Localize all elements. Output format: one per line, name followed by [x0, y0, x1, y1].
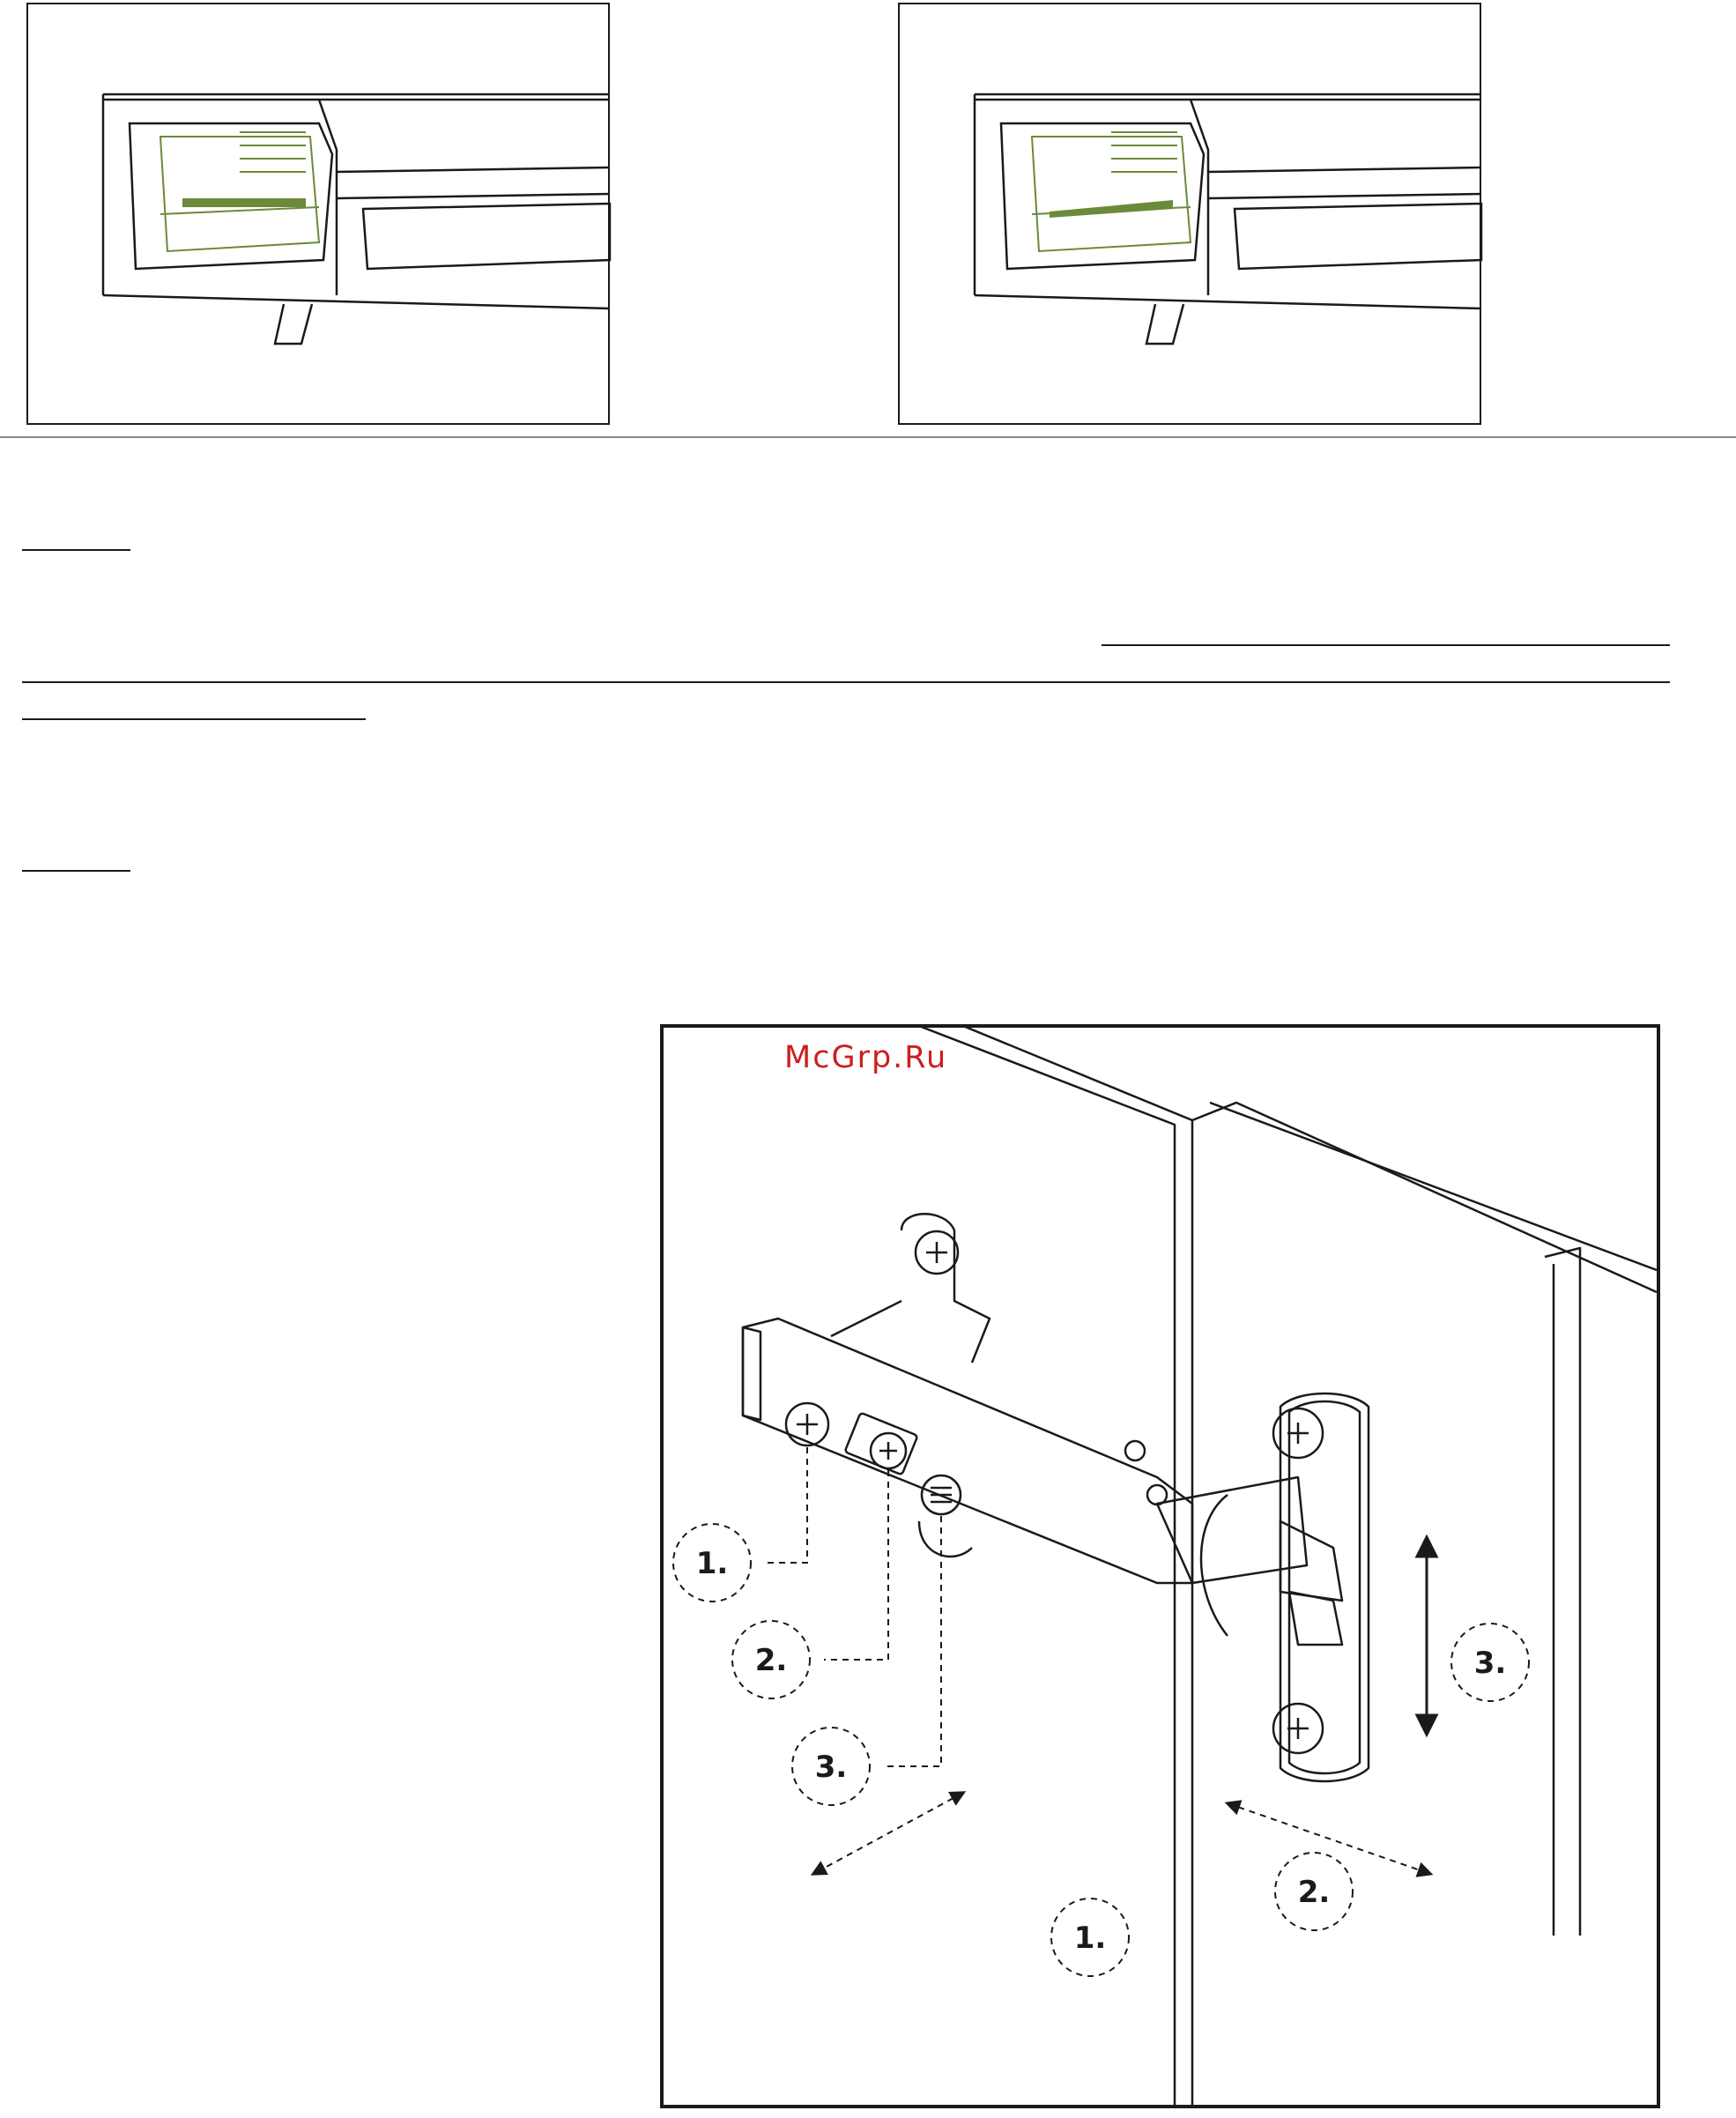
figure-hinge — [660, 1024, 1660, 2108]
figure-fridge-right — [898, 3, 1481, 425]
section-divider — [0, 436, 1736, 438]
watermark: McGrp.Ru — [784, 1040, 948, 1075]
figure-fridge-left — [26, 3, 610, 425]
callout-label-direction-2: 2. — [1297, 1875, 1331, 1910]
hinge-drawing — [664, 1028, 1657, 2105]
callout-label-screw-3: 3. — [814, 1750, 848, 1785]
fridge-right-drawing — [900, 4, 1483, 427]
callout-label-direction-1: 1. — [1073, 1921, 1107, 1956]
text-underline-c — [22, 718, 366, 720]
text-underline-a — [1102, 644, 1670, 646]
text-underline-b — [22, 681, 1670, 683]
callout-label-screw-1: 1. — [695, 1546, 729, 1581]
heading-underline-2 — [22, 870, 130, 872]
heading-underline-1 — [22, 549, 130, 551]
fridge-left-drawing — [28, 4, 612, 427]
callout-label-screw-2: 2. — [754, 1643, 788, 1678]
callout-label-direction-3: 3. — [1473, 1646, 1507, 1681]
